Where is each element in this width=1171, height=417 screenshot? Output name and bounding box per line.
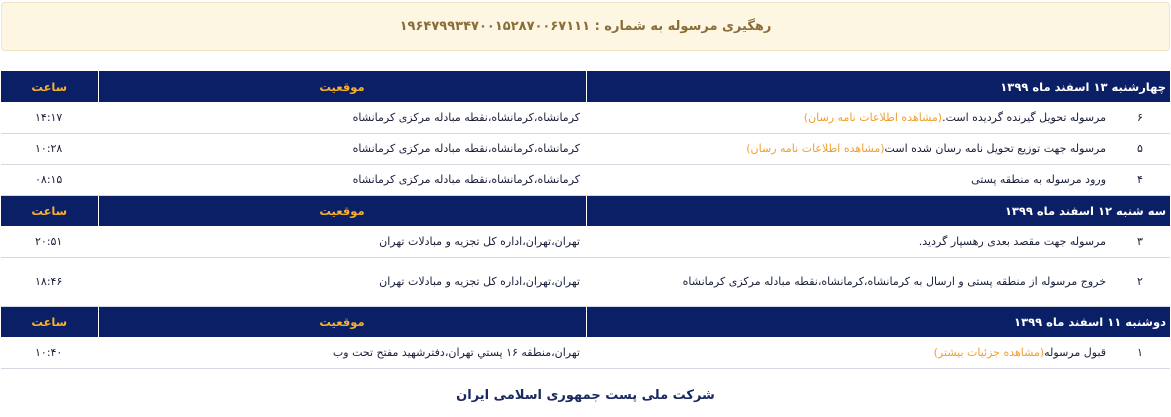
event-description [586,164,1110,195]
event-number: ۶ [1110,102,1170,133]
event-description [586,337,1110,368]
event-location: تهران،تهران،اداره کل تجزیه و مبادلات تهران [98,226,586,257]
tracking-title: رهگیری مرسوله به شماره : ۱۹۶۴۷۹۹۳۴۷۰۰۱۵۲۸۷۰۰۶۷۱۱۱ [399,19,772,34]
event-time: ۱۸:۴۶ [1,257,98,306]
event-text: ورود مرسوله به منطقه پستی [971,173,1107,186]
event-description [586,257,1110,306]
day-date: دوشنبه ۱۱ اسفند ماه ۱۳۹۹ [586,306,1170,337]
tracking-banner [1,2,1170,51]
event-text: قبول مرسوله [1044,345,1107,359]
time-column-header: ساعت [1,195,98,226]
day-header [1,195,1170,226]
event-location: تهران،تهران،اداره کل تجزیه و مبادلات تهران [98,257,586,306]
time-column-header: ساعت [1,71,98,102]
event-number: ۴ [1110,164,1170,195]
footer-company-name: شرکت ملی پست جمهوری اسلامی ایران [456,388,715,403]
event-description [586,102,1110,133]
day-header [1,306,1170,337]
location-column-header: موقعیت [98,195,586,226]
location-column-header: موقعیت [98,71,586,102]
event-text: مرسوله جهت توزیع تحویل نامه رسان شده است [884,142,1107,155]
event-text: مرسوله جهت مقصد بعدی رهسپار گردید. [918,234,1107,248]
event-text: خروج مرسوله از منطقه پستی و ارسال به کرمانشاه،کرمانشاه،نقطه مبادله مرکزی کرمانشاه [682,275,1107,288]
table-row [1,257,1170,306]
event-description [586,133,1110,164]
event-time: ۱۰:۴۰ [1,337,98,368]
event-number: ۵ [1110,133,1170,164]
location-column-header: موقعیت [98,306,586,337]
table-row [1,102,1170,133]
time-column-header: ساعت [1,306,98,337]
event-location: کرمانشاه،کرمانشاه،نقطه مبادله مرکزی کرمانشاه [98,102,586,133]
tracking-table [1,71,1170,369]
event-time: ۲۰:۵۱ [1,226,98,257]
day-header [1,71,1170,102]
event-time: ۰۸:۱۵ [1,164,98,195]
event-location: تهران،منطقه ۱۶ پستي تهران،دفترشهید مفتح تحت وب [98,337,586,368]
event-time: ۱۴:۱۷ [1,102,98,133]
event-number: ۱ [1110,337,1170,368]
view-more-details-link[interactable]: (مشاهده جزئیات بیشتر) [933,345,1045,359]
event-time: ۱۰:۲۸ [1,133,98,164]
table-row [1,337,1170,368]
view-postman-info-link[interactable]: (مشاهده اطلاعات نامه رسان) [803,110,943,124]
event-text: مرسوله تحویل گیرنده گردیده است. [942,110,1107,124]
event-location: کرمانشاه،کرمانشاه،نقطه مبادله مرکزی کرمانشاه [98,133,586,164]
table-row [1,133,1170,164]
event-description [586,226,1110,257]
event-number: ۲ [1110,257,1170,306]
table-row [1,226,1170,257]
event-location: کرمانشاه،کرمانشاه،نقطه مبادله مرکزی کرمانشاه [98,164,586,195]
day-date: چهارشنبه ۱۳ اسفند ماه ۱۳۹۹ [586,71,1170,102]
view-postman-info-link[interactable]: (مشاهده اطلاعات نامه رسان) [746,142,885,155]
table-row [1,164,1170,195]
day-date: سه شنبه ۱۲ اسفند ماه ۱۳۹۹ [586,195,1170,226]
event-number: ۳ [1110,226,1170,257]
